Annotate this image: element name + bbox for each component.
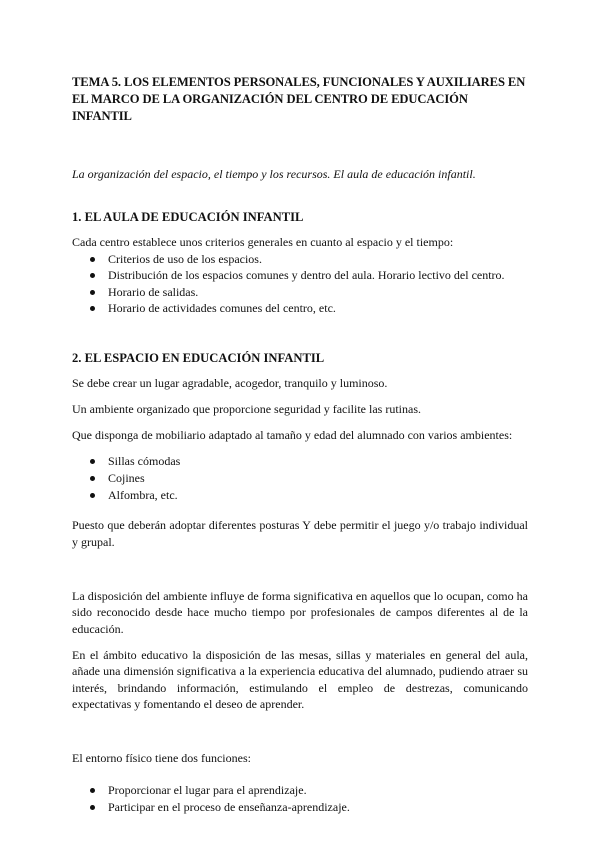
- list-item: Criterios de uso de los espacios.: [89, 251, 528, 268]
- list-item: Distribución de los espacios comunes y dentro del aula. Horario lectivo del centro.: [89, 267, 528, 284]
- document-page: [72, 74, 528, 815]
- paragraph: En el ámbito educativo la disposición de las mesas, sillas y materiales en general del aula, añade una dimensión significativa a la experiencia educativa del alumnado, pudiendo atraer su interés, brindando información, estimulando el empleo de destrezas, comunicando expectativas y fomentando el deseo de aprender.: [72, 647, 528, 712]
- list-item: Alfombra, etc.: [89, 487, 528, 504]
- document-title: TEMA 5. LOS ELEMENTOS PERSONALES, FUNCIONALES Y AUXILIARES EN EL MARCO DE LA ORGANIZACIÓN DEL CENTRO DE EDUCACIÓN INFANTIL: [72, 75, 526, 123]
- section-1-intro: Cada centro establece unos criterios generales en cuanto al espacio y el tiempo:: [72, 235, 454, 249]
- paragraph: Puesto que deberán adoptar diferentes posturas Y debe permitir el juego y/o trabajo individual y grupal.: [72, 518, 528, 549]
- spacer: [72, 560, 528, 588]
- document-subtitle: La organización del espacio, el tiempo y los recursos. El aula de educación infantil.: [72, 167, 476, 181]
- list-item: Cojines: [89, 470, 528, 487]
- paragraph: Un ambiente organizado que proporcione seguridad y facilite las rutinas.: [72, 402, 421, 417]
- list-item: Sillas cómodas: [89, 453, 528, 470]
- furniture-bullet-list: [72, 453, 528, 503]
- paragraph: El entorno físico tiene dos funciones:: [72, 751, 251, 766]
- functions-bullet-list: [72, 782, 528, 815]
- list-item: Horario de salidas.: [89, 284, 528, 301]
- section-1-heading: 1. EL AULA DE EDUCACIÓN INFANTIL: [72, 209, 304, 224]
- spacer: [72, 503, 528, 517]
- paragraph: Que disponga de mobiliario adaptado al tamaño y edad del alumnado con varios ambientes:: [72, 428, 513, 443]
- paragraph: Se debe crear un lugar agradable, acogedor, tranquilo y luminoso.: [72, 376, 388, 391]
- paragraph: La disposición del ambiente influye de forma significativa en aquellos que lo ocupan, como ha sido reconocido desde hace mucho tiempo por profesionales de campos diferentes al de la educación.: [72, 588, 528, 636]
- section-2-heading: 2. EL ESPACIO EN EDUCACIÓN INFANTIL: [72, 350, 325, 365]
- list-item: Horario de actividades comunes del centro, etc.: [89, 300, 528, 317]
- section-1-bullet-list: [72, 251, 528, 317]
- list-item: Participar en el proceso de enseñanza-aprendizaje.: [89, 799, 528, 816]
- spacer: [72, 722, 528, 750]
- list-item: Proporcionar el lugar para el aprendizaje.: [89, 782, 528, 799]
